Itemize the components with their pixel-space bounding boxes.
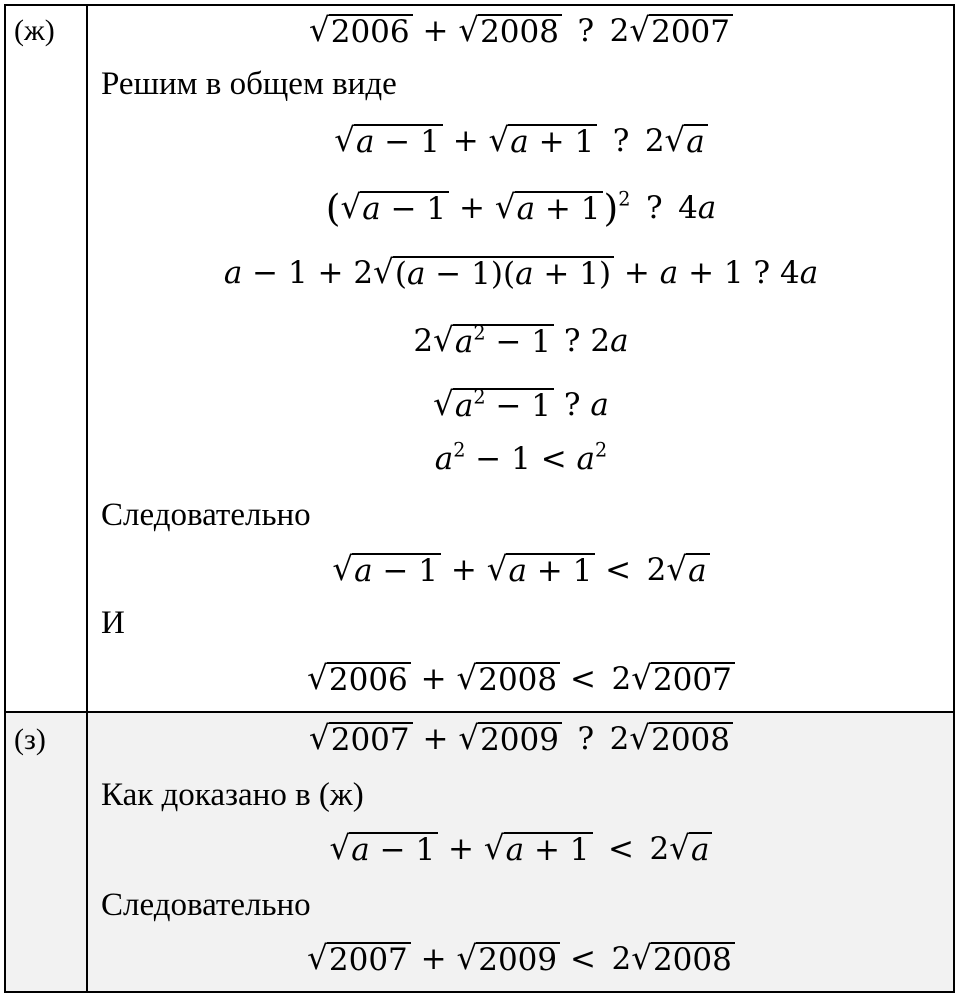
math-line-given-z: √ 2007 + √ 2009 ? 2 √ 2008 (88, 722, 954, 757)
math-line-general-z: √ a − 1 + √ a + 1 < 2 √ a (88, 832, 954, 867)
text-and: И (101, 605, 125, 641)
text-therefore-zh: Следовательно (101, 497, 311, 533)
math-line-general-result: √ a − 1 + √ a + 1 < 2 √ a (88, 553, 954, 588)
math-line-expanded: a − 1 + 2 √ (a − 1)(a + 1) + a + 1 ? 4a (223, 253, 819, 292)
math-line-simplified: 2 √ $a^2 - 1$ ? 2a (413, 321, 629, 360)
math-line-final-zh: √ 2006 + √ 2008 < 2 √ 2007 (88, 662, 954, 697)
math-line-given-zh: √ 2006 + √ 2008 ? 2 √ 2007 (88, 14, 954, 49)
math-line-inequality: $a^2 - 1 < a^2$ (434, 438, 608, 477)
text-therefore-z: Следовательно (101, 887, 311, 923)
row-label-z: (з) (14, 723, 46, 756)
math-line-squared: ( √ a − 1 + √ a + 1 )$^2$ ? 4a (325, 186, 717, 230)
math-line-divided: √ $a^2 - 1$ ? a (433, 385, 609, 424)
row-label-zh: (ж) (14, 14, 55, 47)
math-line-general: √ a − 1 + √ a + 1 ? 2 √ a (88, 124, 954, 159)
text-solve-general: Решим в общем виде (101, 66, 397, 102)
text-as-proven: Как доказано в (ж) (101, 777, 364, 813)
math-line-final-z: √ 2007 + √ 2009 < 2 √ 2008 (88, 942, 954, 977)
row-divider (4, 711, 955, 713)
